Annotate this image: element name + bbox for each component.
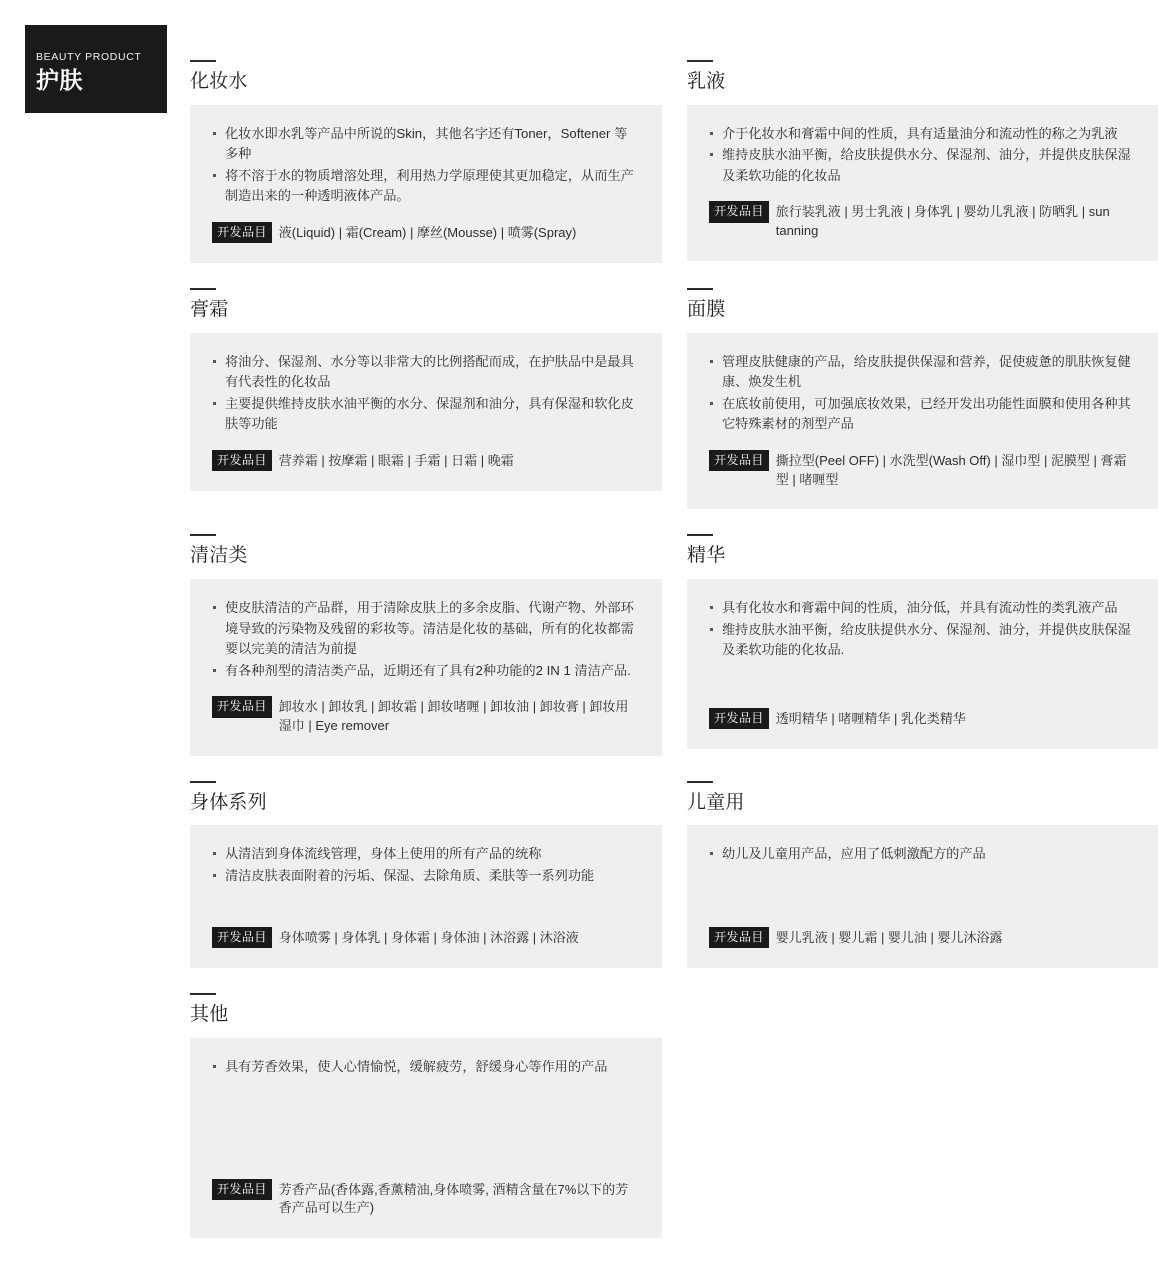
section-title: 其他 <box>190 1004 229 1026</box>
section-title: 身体系列 <box>190 791 267 813</box>
section-panel <box>687 333 1158 510</box>
section-row <box>190 993 1140 1238</box>
dev-label-badge: 开发品目 <box>212 927 272 949</box>
bullet-list <box>212 844 640 912</box>
section-title: 精华 <box>687 545 726 567</box>
dev-label-badge: 开发品目 <box>709 201 769 223</box>
section-panel <box>190 333 662 491</box>
section-title: 清洁类 <box>190 545 248 567</box>
section-row <box>190 60 1140 263</box>
list-item: 介于化妆水和膏霜中间的性质，具有适量油分和流动性的称之为乳液 <box>709 124 1137 144</box>
dev-items-text: 婴儿乳液 | 婴儿霜 | 婴儿油 | 婴儿沐浴露 <box>775 929 1003 945</box>
dev-items-row <box>709 201 1137 241</box>
list-item: 从清洁到身体流线管理，身体上使用的所有产品的统称 <box>212 844 640 864</box>
brand-title: 护肤 <box>36 66 83 93</box>
dev-items-text: 旅行装乳液 | 男士乳液 | 身体乳 | 婴幼儿乳液 | 防晒乳 | sun tanning <box>775 204 1110 238</box>
section-panel <box>687 105 1158 261</box>
bullet-list <box>212 1057 640 1164</box>
section-card-1 <box>687 60 1158 261</box>
section-rule <box>687 288 713 290</box>
list-item: 具有化妆水和膏霜中间的性质，油分低，并具有流动性的类乳液产品 <box>709 598 1137 618</box>
section-rule <box>687 534 713 536</box>
section-card-4 <box>190 534 662 755</box>
dev-items-row <box>709 450 1137 490</box>
dev-items-text: 卸妆水 | 卸妆乳 | 卸妆霜 | 卸妆啫喱 | 卸妆油 | 卸妆膏 | 卸妆用湿巾 | Eye remover <box>278 699 629 733</box>
dev-items-row <box>212 450 640 472</box>
dev-items-row <box>212 696 640 736</box>
list-item: 维持皮肤水油平衡，给皮肤提供水分、保湿剂、油分，并提供皮肤保湿及柔软功能的化妆品. <box>709 620 1137 661</box>
section-panel <box>687 825 1158 968</box>
dev-items-text: 透明精华 | 啫喱精华 | 乳化类精华 <box>775 710 966 726</box>
section-panel <box>190 579 662 756</box>
section-card-3 <box>687 288 1158 509</box>
dev-label-badge: 开发品目 <box>212 450 272 472</box>
section-panel <box>190 1038 662 1238</box>
section-title: 膏霜 <box>190 299 229 321</box>
dev-label-badge: 开发品目 <box>212 222 272 244</box>
dev-items-text: 液(Liquid) | 霜(Cream) | 摩丝(Mousse) | 喷雾(Spray) <box>278 224 577 240</box>
sections-grid <box>190 60 1140 1263</box>
list-item: 具有芳香效果，使人心情愉悦，缓解疲劳，舒缓身心等作用的产品 <box>212 1057 640 1077</box>
section-row <box>190 534 1140 755</box>
section-card-5 <box>687 534 1158 749</box>
brand-eyebrow: BEAUTY PRODUCT <box>36 51 142 63</box>
dev-items-row <box>709 927 1137 949</box>
dev-items-row <box>212 927 640 949</box>
list-item: 维持皮肤水油平衡，给皮肤提供水分、保湿剂、油分，并提供皮肤保湿及柔软功能的化妆品 <box>709 145 1137 186</box>
section-rule <box>190 534 216 536</box>
list-item: 化妆水即水乳等产品中所说的Skin，其他名字还有Toner，Softener 等多种 <box>212 124 640 165</box>
section-rule <box>190 288 216 290</box>
bullet-list <box>709 598 1137 693</box>
section-card-2 <box>190 288 662 491</box>
section-card-0 <box>190 60 662 263</box>
bullet-list <box>709 124 1137 187</box>
list-item: 在底妆前使用，可加强底妆效果，已经开发出功能性面膜和使用各种其它特殊素材的剂型产品 <box>709 394 1137 435</box>
section-card-6 <box>190 781 662 969</box>
section-row <box>190 781 1140 969</box>
list-item: 将油分、保湿剂、水分等以非常大的比例搭配而成，在护肤品中是最具有代表性的化妆品 <box>212 352 640 393</box>
list-item: 幼儿及儿童用产品，应用了低刺激配方的产品 <box>709 844 1137 864</box>
section-row <box>190 288 1140 509</box>
section-panel <box>687 579 1158 749</box>
list-item: 使皮肤清洁的产品群，用于清除皮肤上的多余皮脂、代谢产物、外部环境导致的污染物及残留的彩妆等。清洁是化妆的基础，所有的化妆都需要以完美的清洁为前提 <box>212 598 640 659</box>
list-item: 将不溶于水的物质增溶处理，利用热力学原理使其更加稳定，从而生产制造出来的一种透明液体产品。 <box>212 166 640 207</box>
section-card-7 <box>687 781 1158 969</box>
dev-items-row <box>709 708 1137 730</box>
bullet-list <box>709 844 1137 912</box>
list-item: 有各种剂型的清洁类产品，近期还有了具有2种功能的2 IN 1 清洁产品. <box>212 661 640 681</box>
section-title: 儿童用 <box>687 791 745 813</box>
section-rule <box>687 781 713 783</box>
bullet-list <box>212 352 640 436</box>
list-item: 管理皮肤健康的产品，给皮肤提供保湿和营养，促使疲惫的肌肤恢复健康、焕发生机 <box>709 352 1137 393</box>
dev-items-text: 身体喷雾 | 身体乳 | 身体霜 | 身体油 | 沐浴露 | 沐浴液 <box>278 929 579 945</box>
brand-badge <box>25 25 167 113</box>
section-rule <box>687 60 713 62</box>
section-panel <box>190 825 662 968</box>
section-card-8 <box>190 993 662 1238</box>
dev-items-text: 芳香产品(香体露,香薰精油,身体喷雾, 酒精含量在7%以下的芳香产品可以生产) <box>278 1181 629 1216</box>
section-rule <box>190 993 216 995</box>
bullet-list <box>212 124 640 208</box>
section-rule <box>190 60 216 62</box>
section-rule <box>190 781 216 783</box>
section-title: 化妆水 <box>190 71 248 92</box>
section-title: 乳液 <box>687 71 726 92</box>
bullet-list <box>709 352 1137 436</box>
section-panel <box>190 105 662 263</box>
dev-label-badge: 开发品目 <box>212 696 272 718</box>
dev-items-row <box>212 1179 640 1219</box>
dev-label-badge: 开发品目 <box>709 708 769 730</box>
list-item: 清洁皮肤表面附着的污垢、保湿、去除角质、柔肤等一系列功能 <box>212 866 640 886</box>
dev-label-badge: 开发品目 <box>709 450 769 472</box>
dev-label-badge: 开发品目 <box>212 1179 272 1201</box>
dev-label-badge: 开发品目 <box>709 927 769 949</box>
bullet-list <box>212 598 640 682</box>
dev-items-text: 撕拉型(Peel OFF) | 水洗型(Wash Off) | 湿巾型 | 泥膜型 | 膏霜型 | 啫喱型 <box>775 452 1127 487</box>
dev-items-row <box>212 222 640 244</box>
section-title: 面膜 <box>687 299 726 321</box>
list-item: 主要提供维持皮肤水油平衡的水分、保湿剂和油分，具有保湿和软化皮肤等功能 <box>212 394 640 435</box>
dev-items-text: 营养霜 | 按摩霜 | 眼霜 | 手霜 | 日霜 | 晚霜 <box>278 452 514 468</box>
